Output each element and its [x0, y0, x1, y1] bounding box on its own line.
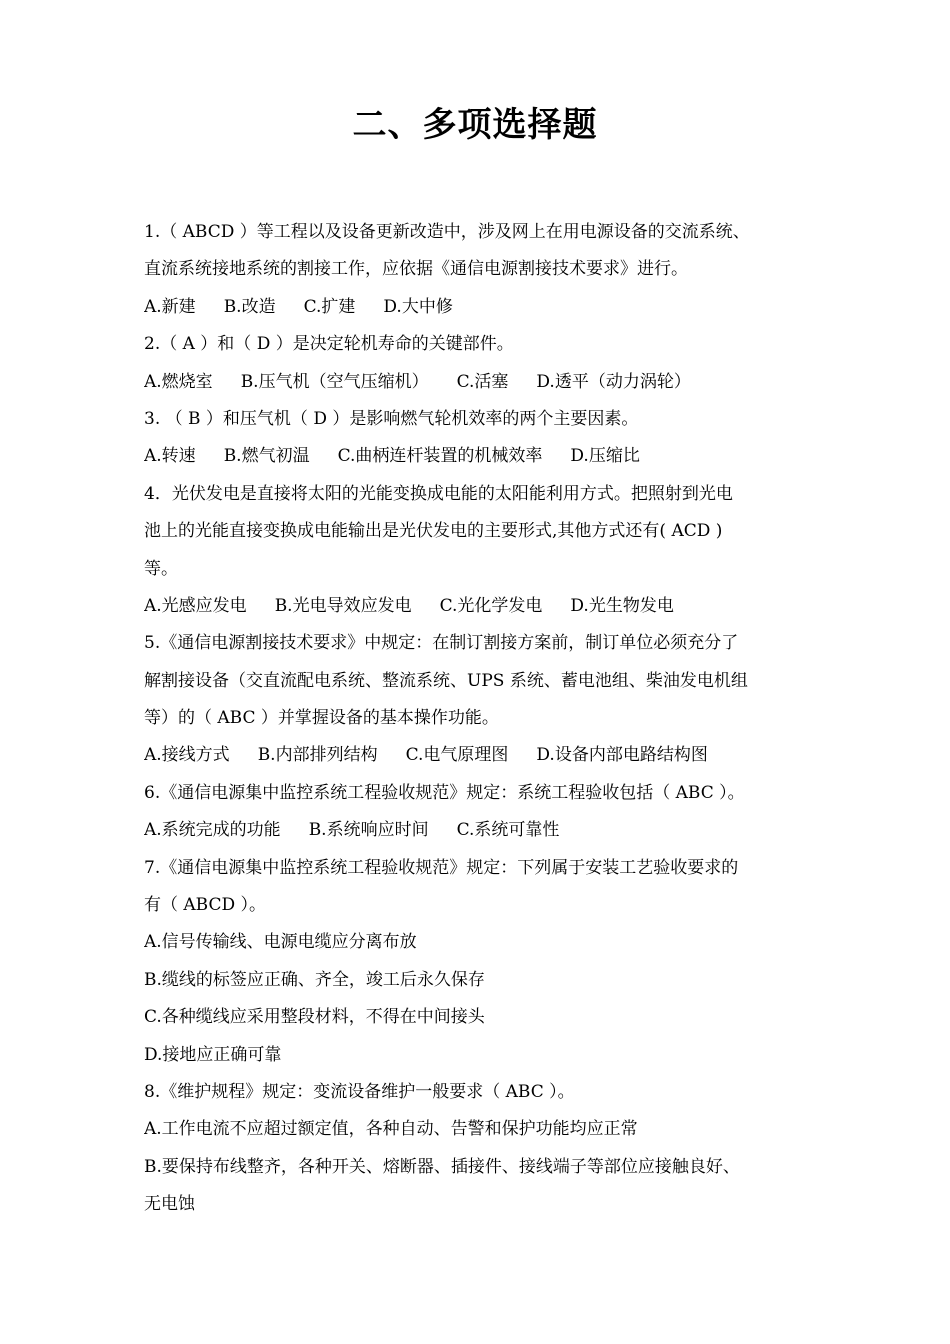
- text-line: 7.《通信电源集中监控系统工程验收规范》规定：下列属于安装工艺验收要求的: [144, 857, 739, 878]
- text-line: 6.《通信电源集中监控系统工程验收规范》规定：系统工程验收包括（ ABC ）。: [144, 782, 745, 803]
- text-line: B.缆线的标签应正确、齐全，竣工后永久保存: [144, 969, 485, 990]
- option-text: C.光化学发电: [439, 595, 543, 616]
- options-line: [144, 364, 814, 401]
- text-line: 解割接设备（交直流配电系统、整流系统、UPS 系统、蓄电池组、柴油发电机组: [144, 670, 748, 691]
- option-text: B.内部排列结构: [257, 745, 378, 766]
- option-text: D.光生物发电: [570, 595, 674, 616]
- text-line: 池上的光能直接变换成电能输出是光伏发电的主要形式,其他方式还有( ACD ): [144, 521, 723, 542]
- page-title: 二、多项选择题: [352, 105, 598, 145]
- option-text: A.接线方式: [144, 745, 230, 766]
- option-text: A.光感应发电: [144, 595, 247, 616]
- option-text: C.活塞: [456, 371, 509, 392]
- options-line: [144, 812, 814, 849]
- options-line: [144, 438, 814, 475]
- option-text: B.光电导效应发电: [274, 595, 412, 616]
- options-line: [144, 737, 814, 774]
- text-line: 2.（ A ）和（ D ）是决定轮机寿命的关键部件。: [144, 334, 514, 355]
- options-line: [144, 289, 814, 326]
- text-line: 直流系统接地系统的割接工作，应依据《通信电源割接技术要求》进行。: [144, 259, 688, 280]
- option-text: A.新建: [144, 296, 196, 317]
- text-line: 8.《维护规程》规定：变流设备维护一般要求（ ABC ）。: [144, 1081, 575, 1102]
- option-text: B.系统响应时间: [308, 820, 429, 841]
- text-line: 有（ ABCD ）。: [144, 895, 267, 916]
- option-text: D.压缩比: [570, 446, 640, 467]
- option-text: C.系统可靠性: [456, 820, 560, 841]
- text-line: B.要保持布线整齐，各种开关、熔断器、插接件、接线端子等部位应接触良好、: [144, 1156, 740, 1177]
- text-line: 5.《通信电源割接技术要求》中规定：在制订割接方案前，制订单位必须充分了: [144, 633, 739, 654]
- option-text: C.电气原理图: [405, 745, 509, 766]
- text-line: 无电蚀: [144, 1194, 195, 1215]
- option-text: A.系统完成的功能: [144, 820, 281, 841]
- option-text: B.燃气初温: [223, 446, 310, 467]
- text-line: D.接地应正确可靠: [144, 1044, 282, 1065]
- option-text: D.设备内部电路结构图: [536, 745, 708, 766]
- text-line: 4．光伏发电是直接将太阳的光能变换成电能的太阳能利用方式。把照射到光电: [144, 483, 733, 504]
- question-list: [144, 214, 814, 1224]
- option-text: C.曲柄连杆装置的机械效率: [337, 446, 543, 467]
- option-text: D.大中修: [383, 296, 453, 317]
- option-text: D.透平（动力涡轮）: [536, 371, 691, 392]
- text-line: A.工作电流不应超过额定值，各种自动、告警和保护功能均应正常: [144, 1119, 638, 1140]
- option-text: B.改造: [223, 296, 276, 317]
- text-line: 等）的（ ABC ）并掌握设备的基本操作功能。: [144, 708, 499, 729]
- text-line: A.信号传输线、电源电缆应分离布放: [144, 932, 417, 953]
- options-line: [144, 588, 814, 625]
- text-line: 3. （ B ）和压气机（ D ）是影响燃气轮机效率的两个主要因素。: [144, 408, 639, 429]
- option-text: A.燃烧室: [144, 371, 213, 392]
- text-line: 1.（ ABCD ）等工程以及设备更新改造中，涉及网上在用电源设备的交流系统、: [144, 222, 750, 242]
- option-text: A.转速: [144, 446, 196, 467]
- text-line: C.各种缆线应采用整段材料，不得在中间接头: [144, 1007, 485, 1028]
- option-text: C.扩建: [303, 296, 356, 317]
- option-text: B.压气机（空气压缩机）: [240, 371, 429, 392]
- text-line: 等。: [144, 558, 178, 579]
